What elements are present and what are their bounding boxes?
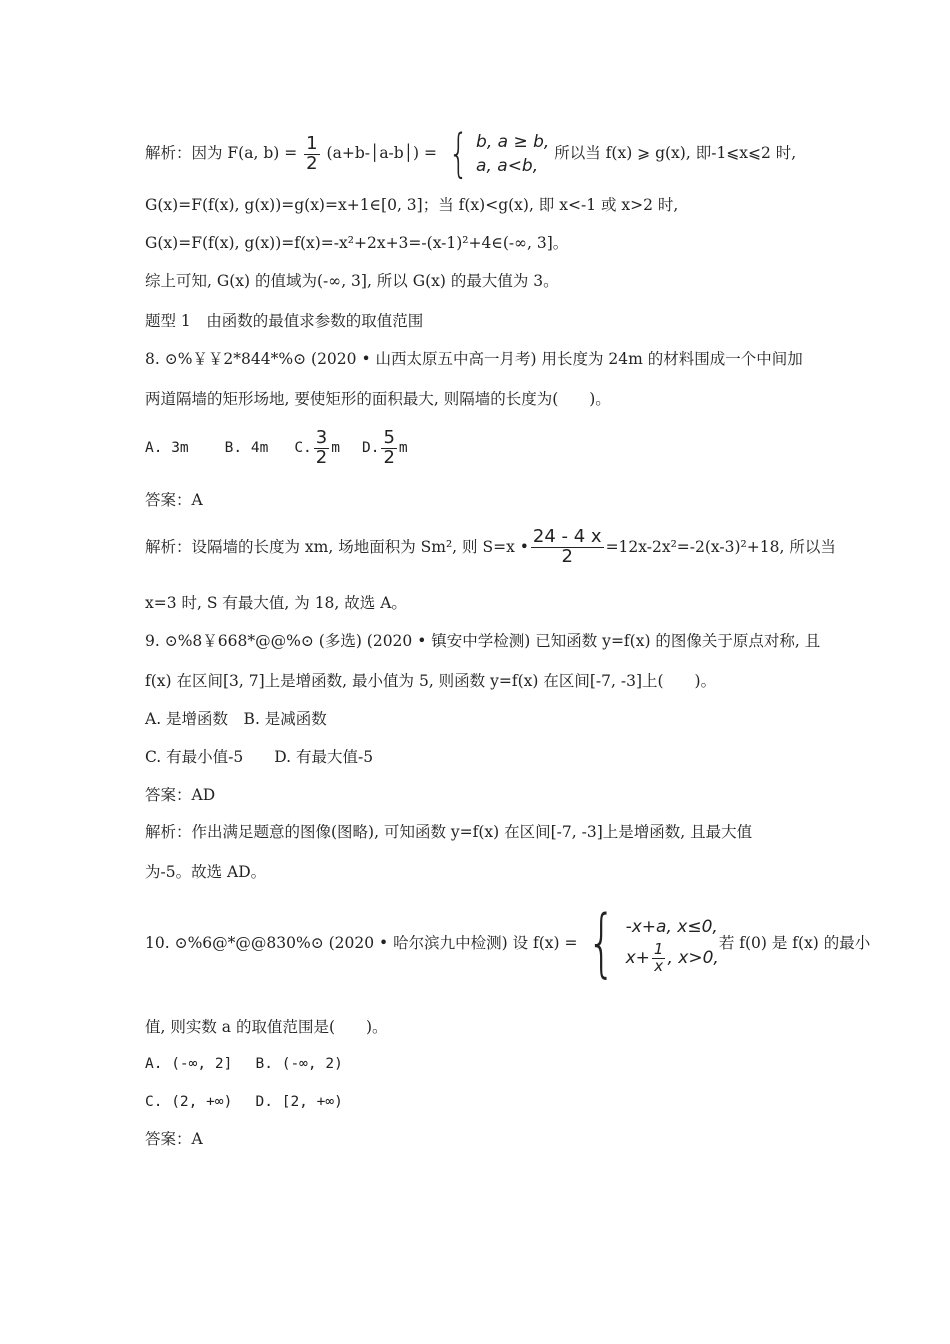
q10-stem-line-2: 值, 则实数 a 的取值范围是( )。	[145, 1018, 388, 1036]
fraction-half	[304, 132, 319, 174]
q8-answer: 答案：A	[145, 491, 203, 509]
q8-analysis-fraction	[531, 525, 604, 567]
q9-stem-line-1: 9. ⊙%8￥668*@@%⊙ (多选) (2020 • 镇安中学检测) 已知函数 y=f(x) 的图像关于原点对称, 且	[145, 632, 821, 650]
q8-analysis-line-2: x=3 时, S 有最大值, 为 18, 故选 A。	[145, 594, 407, 612]
q10-stem-text: 若 f(0) 是 f(x) 的最小	[718, 934, 871, 952]
q8-option-d-fraction	[381, 426, 396, 468]
q8-option-b: B. 4m	[224, 440, 269, 456]
section-title: 题型 1 由函数的最值求参数的取值范围	[145, 312, 424, 330]
q8-stem-line-2: 两道隔墙的矩形场地, 要使矩形的面积最大, 则隔墙的长度为( )。	[145, 390, 611, 408]
case-2-suffix: , x>0,	[667, 948, 719, 968]
case-2: a, a<b,	[476, 156, 539, 176]
analysis-line-1	[145, 124, 797, 184]
q10-piecewise	[578, 900, 719, 986]
analysis-line-4: 综上可知, G(x) 的值域为(-∞, 3], 所以 G(x) 的最大值为 3。	[145, 272, 559, 290]
analysis-text: 解析：因为 F(a, b) =	[145, 144, 298, 162]
q8-option-d-unit: m	[398, 440, 408, 456]
piecewise-max	[442, 124, 550, 184]
q9-answer: 答案：AD	[145, 786, 216, 804]
q8-option-d-label: D.	[361, 440, 380, 456]
analysis-text: =12x-2x²=-2(x-3)²+18, 所以当	[605, 538, 836, 556]
q10-options-ab: A. (-∞, 2] B. (-∞, 2)	[145, 1056, 343, 1072]
q10-options-cd: C. (2, +∞) D. [2, +∞)	[145, 1094, 343, 1110]
q9-options-cd: C. 有最小值-5 D. 有最大值-5	[145, 748, 374, 766]
cases	[626, 906, 719, 980]
q9-stem-line-2: f(x) 在区间[3, 7]上是增函数, 最小值为 5, 则函数 y=f(x) 在区间[-7, -3]上( )。	[145, 672, 717, 690]
q8-option-c-label: C.	[294, 440, 312, 456]
q10-stem-line-1	[145, 900, 871, 986]
fraction-numerator: 24 - 4 x	[532, 525, 602, 547]
analysis-text: 解析：设隔墙的长度为 xm, 场地面积为 Sm², 则 S=x •	[145, 538, 529, 556]
analysis-text: (a+b-│a-b│) =	[326, 144, 438, 162]
case-1: b, a ≥ b,	[476, 132, 550, 152]
fraction-denominator: x	[654, 956, 664, 975]
q9-analysis-line-2: 为-5。故选 AD。	[145, 863, 267, 881]
case-2-prefix: x+	[625, 948, 650, 968]
q9-analysis-line-1: 解析：作出满足题意的图像(图略), 可知函数 y=f(x) 在区间[-7, -3]上是增函数, 且最大值	[145, 823, 753, 841]
fraction-numerator: 5	[383, 426, 395, 448]
fraction-denominator: 2	[561, 545, 573, 567]
q10-answer: 答案：A	[145, 1130, 203, 1148]
case-1: -x+a, x≤0,	[625, 916, 718, 937]
fraction-denominator: 2	[315, 446, 328, 468]
fraction-numerator: 3	[315, 426, 328, 448]
analysis-line-2: G(x)=F(f(x), g(x))=g(x)=x+1∈[0, 3]；当 f(x)<g(x), 即 x<-1 或 x>2 时,	[145, 196, 679, 214]
q8-option-c-fraction	[314, 426, 329, 468]
q9-options-ab: A. 是增函数 B. 是减函数	[145, 710, 327, 728]
fraction-denominator: 2	[383, 446, 395, 468]
case-2-fraction	[652, 939, 666, 975]
left-brace-icon: {	[448, 124, 469, 184]
case-2	[625, 939, 719, 975]
q8-options	[145, 428, 408, 468]
fraction-numerator: 1	[653, 939, 664, 958]
q8-stem-line-1: 8. ⊙%￥￥2*844*%⊙ (2020 • 山西太原五中高一月考) 用长度为 24m 的材料围成一个中间加	[145, 350, 803, 368]
q10-stem-text: 10. ⊙%6@*@@830%⊙ (2020 • 哈尔滨九中检测) 设 f(x) =	[145, 934, 578, 952]
q8-analysis-line-1	[145, 525, 836, 569]
q8-option-a: A. 3m	[145, 440, 189, 456]
cases	[476, 128, 549, 180]
analysis-text: 所以当 f(x) ⩾ g(x), 即-1⩽x⩽2 时,	[554, 144, 797, 162]
q8-option-c-unit: m	[331, 440, 340, 456]
analysis-line-3: G(x)=F(f(x), g(x))=f(x)=-x²+2x+3=-(x-1)²+4∈(-∞, 3]。	[145, 234, 569, 252]
fraction-denominator: 2	[306, 152, 318, 174]
fraction-numerator: 1	[306, 132, 318, 154]
left-brace-icon: {	[586, 900, 616, 986]
